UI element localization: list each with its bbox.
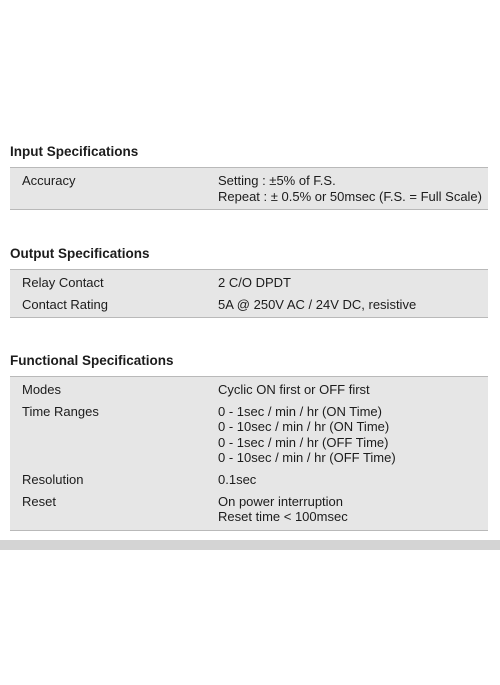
spec-row-resolution xyxy=(10,472,488,488)
spec-label: Accuracy xyxy=(22,173,76,188)
output-specifications-title: Output Specifications xyxy=(10,246,150,261)
spec-value: 0 - 1sec / min / hr (ON Time) xyxy=(218,403,382,419)
spec-row-time-ranges xyxy=(10,404,488,466)
spec-value: On power interruption xyxy=(218,493,344,509)
spec-label: Contact Rating xyxy=(22,296,108,312)
spec-values xyxy=(218,173,488,204)
spec-row-accuracy xyxy=(10,173,488,204)
spec-values xyxy=(218,404,488,466)
spec-value: 2 C/O DPDT xyxy=(218,275,291,290)
spec-value: 0 - 10sec / min / hr (OFF Time) xyxy=(218,450,396,466)
spec-value: 0.1sec xyxy=(218,471,257,487)
spec-label: Modes xyxy=(22,382,62,397)
spec-values xyxy=(218,494,488,525)
input-specifications-table xyxy=(10,167,488,210)
spec-row-contact-rating xyxy=(10,297,488,313)
spec-value: Cyclic ON first or OFF first xyxy=(218,382,370,397)
input-specifications-title: Input Specifications xyxy=(10,144,139,159)
spec-row-reset xyxy=(10,494,488,525)
output-specifications-section xyxy=(10,245,488,318)
spec-value: 5A @ 250V AC / 24V DC, resistive xyxy=(218,296,417,312)
spec-value: Setting : ±5% of F.S. xyxy=(218,173,336,188)
spec-row-modes xyxy=(10,382,488,398)
spec-value: Reset time < 100msec xyxy=(218,509,348,525)
spec-label: Time Ranges xyxy=(22,403,99,419)
functional-specifications-title: Functional Specifications xyxy=(10,353,174,368)
output-specifications-table xyxy=(10,269,488,318)
spec-values xyxy=(218,297,488,313)
spec-values xyxy=(218,382,488,398)
input-specifications-section xyxy=(10,143,488,210)
spec-values xyxy=(218,275,488,291)
spec-value: Repeat : ± 0.5% or 50msec (F.S. = Full Scale) xyxy=(218,188,482,204)
functional-specifications-table xyxy=(10,376,488,531)
spec-value: 0 - 10sec / min / hr (ON Time) xyxy=(218,419,390,435)
spec-label: Reset xyxy=(22,493,56,509)
spec-values xyxy=(218,472,488,488)
functional-specifications-section xyxy=(10,352,488,531)
spec-row-relay-contact xyxy=(10,275,488,291)
page-bottom-divider xyxy=(0,540,500,550)
spec-label: Relay Contact xyxy=(22,275,104,290)
spec-label: Resolution xyxy=(22,471,84,487)
spec-value: 0 - 1sec / min / hr (OFF Time) xyxy=(218,434,389,450)
